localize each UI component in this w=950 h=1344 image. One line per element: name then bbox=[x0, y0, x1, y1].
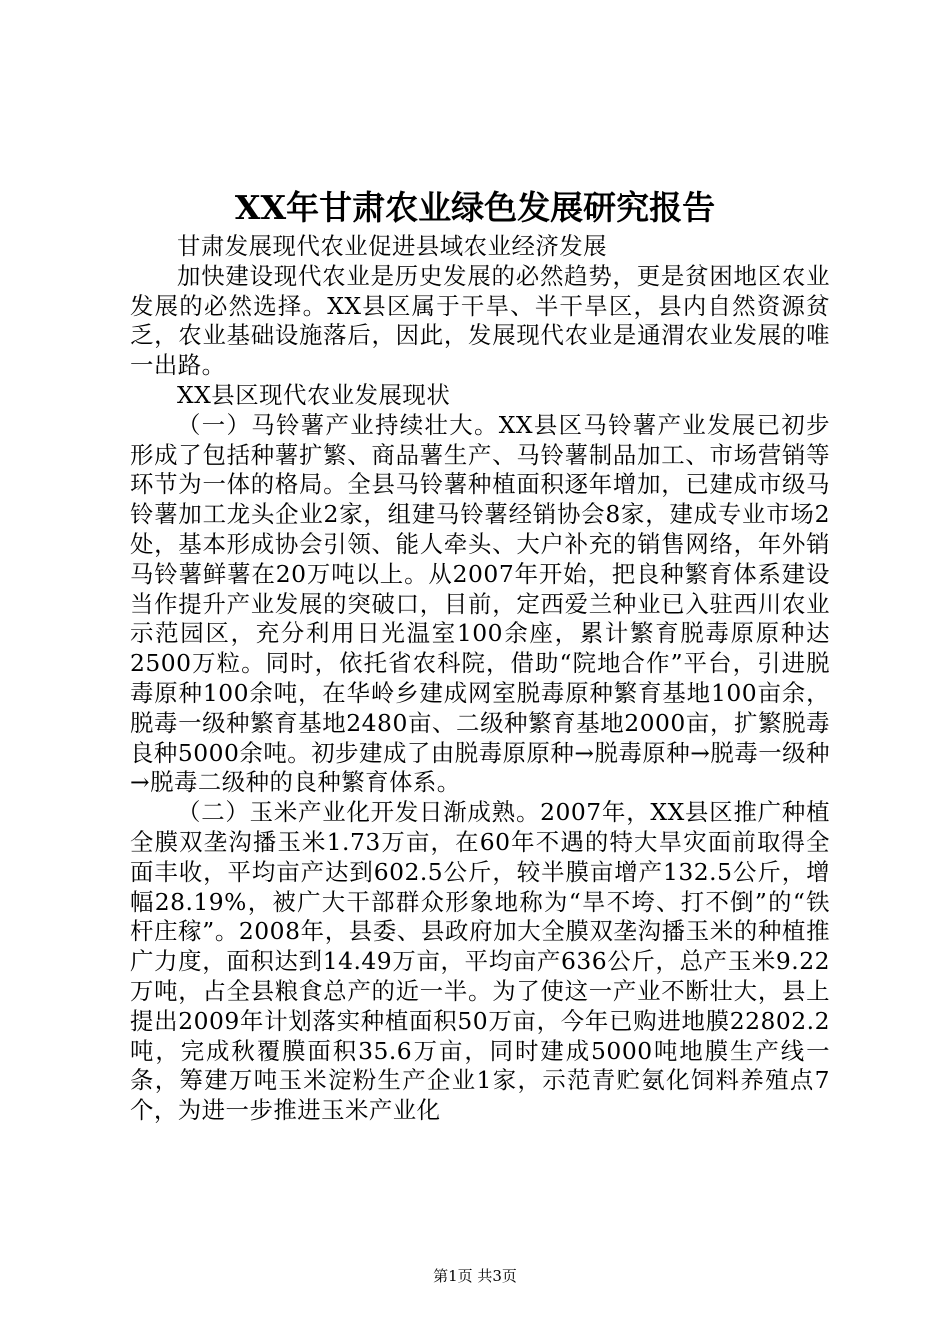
document-title: XX年甘肃农业绿色发展研究报告 bbox=[234, 188, 716, 227]
paragraph-section-heading: XX县区现代农业发展现状 bbox=[177, 380, 451, 409]
page-footer: 第1页 共3页 bbox=[433, 1267, 517, 1285]
paragraph-subtitle: 甘肃发展现代农业促进县域农业经济发展 bbox=[177, 232, 608, 260]
paragraph-intro: 加快建设现代农业是历史发展的必然趋势，更是贫困地区农业发展的必然选择。XX县区属于干旱、半干旱区，县内自然资源贫乏，农业基础设施落后，因此，发展现代农业是通渭农业发展的唯一出路。 bbox=[130, 261, 830, 380]
paragraph-potato-industry: （一）马铃薯产业持续壮大。XX县区马铃薯产业发展已初步形成了包括种薯扩繁、商品薯生产、马铃薯制品加工、市场营销等环节为一体的格局。全县马铃薯种植面积逐年增加，已建成市级马铃薯加工龙头企业2家，组建马铃薯经销协会8家，建成专业市场2处，基本形成协会引领、能人牵头、大户补充的销售网络，年外销马铃薯鲜薯在20万吨以上。从2007年开始，把良种繁育体系建设当作提升产业发展的突破口，目前，定西爱兰种业已入驻西川农业示范园区，充分利用日光温室100余座，累计繁育脱毒原原种达2500万粒。同时，依托省农科院，借助“院地合作”平台，引进脱毒原种100余吨，在华岭乡建成网室脱毒原种繁育基地100亩余，脱毒一级种繁育基地2480亩、二级种繁育基地2000亩，扩繁脱毒良种5000余吨。初步建成了由脱毒原原种→脱毒原种→脱毒一级种→脱毒二级种的良种繁育体系。 bbox=[130, 410, 830, 797]
paragraph-corn-industry: （二）玉米产业化开发日渐成熟。2007年，XX县区推广种植全膜双垄沟播玉米1.73万亩，在60年不遇的特大旱灾面前取得全面丰收，平均亩产达到602.5公斤，较半膜亩增产132.5公斤，增幅28.19%，被广大干部群众形象地称为“旱不垮、打不倒”的“铁杆庄稼”。2008年，县委、县政府加大全膜双垄沟播玉米的种植推广力度，面积达到14.49万亩，平均亩产636公斤，总产玉米9.22万吨，占全县粮食总产的近一半。为了使这一产业不断壮大，县上提出2009年计划落实种植面积50万亩，今年已购进地膜22802.2吨，完成秋覆膜面积35.6万亩，同时建成5000吨地膜生产线一条，筹建万吨玉米淀粉生产企业1家，示范青贮氨化饲料养殖点7个，为进一步推进玉米产业化 bbox=[130, 798, 830, 1125]
document-body bbox=[130, 232, 830, 1126]
